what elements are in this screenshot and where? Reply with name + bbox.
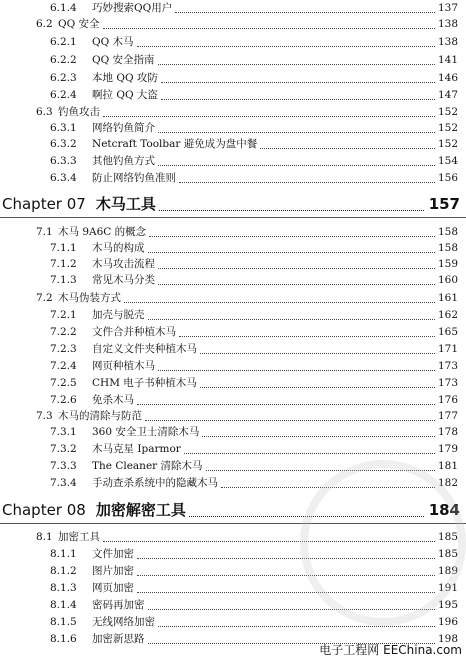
page-number: 162 [437, 309, 458, 321]
page-number: 152 [437, 138, 458, 150]
page-number: 198 [437, 633, 458, 645]
footer-watermark: 电子工程网 EEChina.com [319, 643, 462, 657]
toc-subsection [0, 393, 466, 407]
leader-dots [148, 305, 435, 320]
section-number: 7.2.3 [50, 343, 77, 355]
section-title: 网页加密 [92, 582, 134, 594]
section-number: 8.1.3 [50, 582, 77, 594]
leader-dots [200, 373, 435, 388]
page-number: 171 [437, 343, 458, 355]
leader-dots [158, 356, 435, 371]
section-number: 6.2.3 [50, 72, 77, 84]
leader-dots [158, 50, 435, 65]
section-number: 7.1.3 [50, 274, 77, 286]
toc-section [0, 105, 466, 119]
page-number: 173 [437, 360, 458, 372]
leader-dots [179, 168, 435, 183]
section-title: The Cleaner 清除木马 [92, 460, 203, 472]
leader-dots [161, 68, 435, 83]
leader-dots [200, 339, 435, 354]
section-number: 6.3.3 [50, 155, 77, 167]
page-number: 179 [437, 443, 458, 455]
section-number: 7.2.6 [50, 394, 77, 406]
section-number: 8.1 [36, 531, 53, 543]
page-number: 176 [437, 394, 458, 406]
page-number: 182 [437, 477, 458, 489]
leader-dots [158, 118, 435, 133]
toc-subsection [0, 121, 466, 135]
toc-section [0, 17, 466, 31]
chapter-heading [0, 193, 466, 215]
toc-subsection [0, 171, 466, 185]
section-title: 其他钓鱼方式 [92, 155, 155, 167]
page-number: 196 [437, 616, 458, 628]
toc-subsection [0, 308, 466, 322]
section-number: 7.3.1 [50, 426, 77, 438]
toc-subsection [0, 325, 466, 339]
leader-dots [260, 134, 435, 149]
page-number: 158 [437, 242, 458, 254]
section-number: 6.2.1 [50, 36, 77, 48]
section-title: QQ 安全 [58, 18, 100, 30]
section-title: 木马的构成 [92, 242, 145, 254]
leader-dots [158, 151, 435, 166]
section-number: 8.1.1 [50, 548, 77, 560]
page-number: 177 [437, 410, 458, 422]
toc-section [0, 225, 466, 239]
leader-dots [159, 188, 424, 211]
leader-dots [149, 222, 435, 237]
section-number: 6.3 [36, 106, 53, 118]
section-number: 7.3.2 [50, 443, 77, 455]
toc-subsection [0, 88, 466, 102]
page-number: 157 [428, 195, 460, 213]
section-title: 文件合并种植木马 [92, 326, 176, 338]
page-number: 154 [437, 155, 458, 167]
leader-dots [158, 270, 435, 285]
section-number: 7.2 [36, 292, 53, 304]
toc-section [0, 291, 466, 305]
section-number: 8.1.5 [50, 616, 77, 628]
toc-subsection [0, 257, 466, 271]
section-title: 木马的清除与防范 [58, 410, 142, 422]
page-number: 137 [437, 2, 458, 14]
chapter-rule [0, 217, 466, 218]
section-title: 网页种植木马 [92, 360, 155, 372]
leader-dots [148, 238, 435, 253]
toc-section [0, 409, 466, 423]
section-title: 免杀木马 [92, 394, 134, 406]
leader-dots [175, 0, 435, 13]
page-number: 184 [428, 501, 460, 519]
leader-dots [145, 406, 435, 421]
page-number: 181 [437, 460, 458, 472]
section-number: 6.3.4 [50, 172, 77, 184]
page-number: 160 [437, 274, 458, 286]
section-number: 8.1.4 [50, 599, 77, 611]
section-title: 图片加密 [92, 565, 134, 577]
page-number: 138 [437, 36, 458, 48]
toc-subsection [0, 425, 466, 439]
toc-subsection [0, 71, 466, 85]
toc-subsection [0, 359, 466, 373]
section-number: 7.3 [36, 410, 53, 422]
page-number: 156 [437, 172, 458, 184]
leader-dots [124, 288, 435, 303]
toc-subsection [0, 342, 466, 356]
toc-subsection [0, 1, 466, 15]
section-title: 防止网络钓鱼准则 [92, 172, 176, 184]
section-number: 7.1 [36, 226, 53, 238]
section-title: 木马伪装方式 [58, 292, 121, 304]
watermark-seal [300, 460, 466, 626]
page-number: 178 [437, 426, 458, 438]
section-title: 钓鱼攻击 [58, 106, 100, 118]
section-number: 6.3.2 [50, 138, 77, 150]
toc-subsection [0, 137, 466, 151]
section-number: 6.2.2 [50, 54, 77, 66]
chapter-label: Chapter 08 加密解密工具 [2, 501, 186, 519]
section-title: 密码再加密 [92, 599, 145, 611]
page-number: 161 [437, 292, 458, 304]
page-number: 138 [437, 18, 458, 30]
section-number: 6.1.4 [50, 2, 77, 14]
page-number: 185 [437, 548, 458, 560]
page-number: 159 [437, 258, 458, 270]
section-number: 6.2 [36, 18, 53, 30]
page-number: 173 [437, 377, 458, 389]
leader-dots [184, 439, 435, 454]
toc-subsection [0, 53, 466, 67]
leader-dots [158, 254, 435, 269]
page-number: 152 [437, 122, 458, 134]
section-title: 网络钓鱼简介 [92, 122, 155, 134]
toc-subsection [0, 442, 466, 456]
toc-subsection [0, 35, 466, 49]
page-number: 141 [437, 54, 458, 66]
leader-dots [179, 322, 435, 337]
section-number: 7.2.5 [50, 377, 77, 389]
page-number: 191 [437, 582, 458, 594]
section-title: 巧妙搜索QQ用户 [92, 2, 173, 14]
section-title: 手动查杀系统中的隐藏木马 [92, 477, 218, 489]
section-number: 6.3.1 [50, 122, 77, 134]
page-number: 185 [437, 531, 458, 543]
page-number: 158 [437, 226, 458, 238]
section-title: QQ 安全指南 [92, 54, 155, 66]
toc-subsection [0, 241, 466, 255]
page-number: 152 [437, 106, 458, 118]
section-number: 8.1.2 [50, 565, 77, 577]
section-title: 文件加密 [92, 548, 134, 560]
page-number: 146 [437, 72, 458, 84]
chapter-label: Chapter 07 木马工具 [2, 195, 156, 213]
section-number: 7.3.4 [50, 477, 77, 489]
toc-subsection [0, 154, 466, 168]
page-number: 195 [437, 599, 458, 611]
section-title: 自定义文件夹种植木马 [92, 343, 197, 355]
section-title: 加壳与脱壳 [92, 309, 145, 321]
leader-dots [202, 422, 435, 437]
leader-dots [137, 390, 435, 405]
leader-dots [103, 14, 435, 29]
section-title: QQ 木马 [92, 36, 134, 48]
section-number: 7.2.2 [50, 326, 77, 338]
section-title: 常见木马分类 [92, 274, 155, 286]
section-title: 360 安全卫士清除木马 [92, 426, 200, 438]
section-number: 6.2.4 [50, 89, 77, 101]
leader-dots [137, 32, 435, 47]
page-number: 147 [437, 89, 458, 101]
section-number: 7.2.1 [50, 309, 77, 321]
section-number: 7.2.4 [50, 360, 77, 372]
section-number: 7.1.1 [50, 242, 77, 254]
section-title: 本地 QQ 攻防 [92, 72, 158, 84]
page-number: 165 [437, 326, 458, 338]
section-title: CHM 电子书种植木马 [92, 377, 197, 389]
page-number: 189 [437, 565, 458, 577]
toc-subsection [0, 273, 466, 287]
section-title: 木马攻击流程 [92, 258, 155, 270]
section-title: 无线网络加密 [92, 616, 155, 628]
section-title: 木马 9A6C 的概念 [58, 226, 147, 238]
section-title: 加密新思路 [92, 633, 145, 645]
section-number: 7.3.3 [50, 460, 77, 472]
section-number: 8.1.6 [50, 633, 77, 645]
leader-dots [103, 102, 435, 117]
toc-subsection [0, 376, 466, 390]
section-title: Netcraft Toolbar 避免成为盘中餐 [92, 138, 258, 150]
section-title: 啊拉 QQ 大盗 [92, 89, 158, 101]
section-number: 7.1.2 [50, 258, 77, 270]
section-title: 木马克星 Iparmor [92, 443, 181, 455]
section-title: 加密工具 [58, 531, 100, 543]
leader-dots [161, 85, 435, 100]
